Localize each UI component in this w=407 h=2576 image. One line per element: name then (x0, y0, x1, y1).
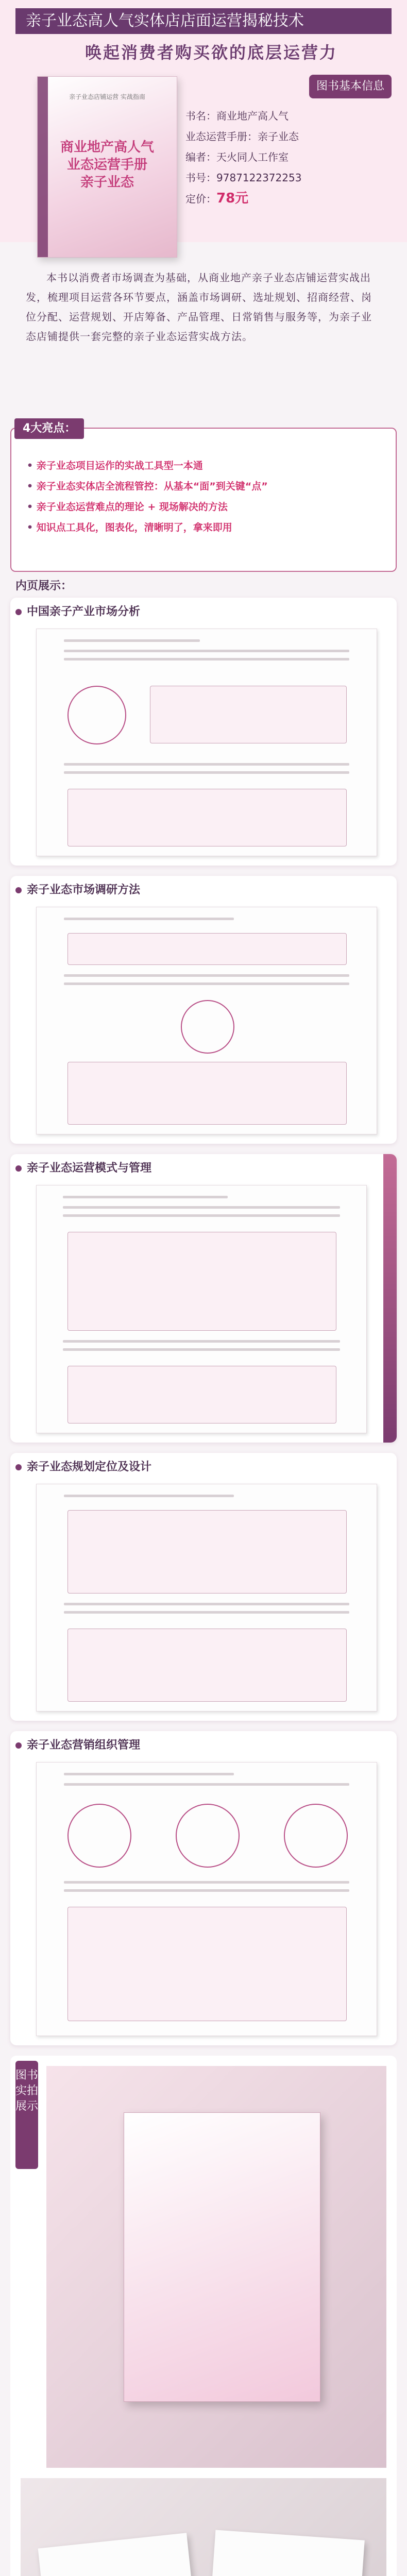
text-line (63, 1348, 340, 1351)
book-info-badge: 图书基本信息 (309, 75, 392, 98)
text-line (64, 1495, 234, 1497)
diagram-box (67, 1062, 347, 1125)
section-market-analysis (10, 598, 397, 866)
cover-spine (38, 77, 48, 257)
section-heading (15, 880, 140, 901)
section-heading (15, 602, 140, 622)
book-cover-image (37, 76, 177, 258)
info-price-label: 定价： (185, 193, 216, 205)
info-price-row (185, 188, 397, 209)
diagram-table (67, 1907, 347, 2021)
bullet-icon (15, 1165, 22, 1172)
sample-page (36, 629, 377, 856)
text-line (64, 982, 349, 985)
diagram-box (150, 686, 347, 743)
diagram-circle (181, 1000, 234, 1054)
cover-subtitle: 亲子业态店铺运营 实战指南 (69, 93, 145, 100)
diagram-table (67, 1629, 347, 1702)
header-slogan: 唤起消费者购买欲的底层运营力 (84, 43, 337, 62)
header-tagline: 亲子业态高人气实体店店面运营揭秘技术 (15, 8, 392, 34)
text-line (64, 1603, 349, 1605)
diagram-circle (284, 1804, 348, 1868)
section-planning-design (10, 1453, 397, 1721)
section-title: 亲子业态市场调研方法 (27, 884, 141, 896)
section-operation-model (10, 1154, 397, 1443)
info-author: 编者：天火同人工作室 (185, 151, 289, 163)
diagram-circle (176, 1804, 240, 1868)
text-line (63, 1196, 228, 1198)
diagram-box (67, 1366, 336, 1423)
section-title: 亲子业态营销组织管理 (27, 1739, 141, 1752)
text-line (64, 1881, 349, 1884)
sample-page (36, 1762, 377, 2036)
diagram-box (67, 933, 347, 965)
info-isbn: 书号：9787122372253 (185, 172, 302, 184)
text-line (64, 1889, 349, 1892)
diagram-table (67, 1510, 347, 1594)
bullet-icon (15, 609, 22, 615)
cover-title: 商业地产高人气业态运营手册 亲子业态 (60, 140, 154, 190)
info-title: 书名：商业地产高人气 (185, 110, 289, 122)
photo-section-tag: 图书实拍展示 (15, 2061, 38, 2169)
diagram-circle (67, 1804, 131, 1868)
text-line (64, 918, 234, 920)
text-line (64, 658, 349, 660)
text-line (64, 1783, 349, 1786)
text-line (64, 763, 349, 766)
diagram-table (67, 1232, 336, 1331)
highlights-title: 4大亮点： (14, 418, 84, 439)
highlight-item: • 亲子业态项目运作的实战工具型一本通 (27, 455, 380, 476)
book-photos (10, 2056, 397, 2576)
text-line (63, 1340, 340, 1343)
text-line (64, 974, 349, 977)
photo-inner-pages (21, 2478, 386, 2576)
sample-page (36, 907, 377, 1134)
text-line (64, 639, 200, 642)
text-line (63, 1206, 340, 1209)
open-page-left (38, 2533, 215, 2576)
section-marketing-management (10, 1731, 397, 2045)
diagram-circle (67, 686, 126, 744)
highlights-box (10, 428, 397, 572)
sample-page (36, 1185, 367, 1433)
text-line (63, 1214, 340, 1217)
book-info (185, 106, 397, 260)
highlight-item: • 亲子业态运营难点的理论 + 现场解决的方法 (27, 497, 380, 517)
section-heading (15, 1457, 151, 1478)
info-title-2: 业态运营手册：亲子业态 (185, 130, 299, 143)
decorative-bar (383, 1154, 397, 1443)
book-intro: 本书以消费者市场调查为基础，从商业地产亲子业态店铺运营实战出发，梳理项目运营各环节要点，涵盖市场调研、选址规划、招商经营、岗位分配、运营规划、开店筹备、产品管理、日常销售与服务等，为亲子业态店铺提供一套完整的亲子业态运营实战方法。 (26, 272, 372, 343)
bullet-icon (15, 1464, 22, 1470)
open-page-right (197, 2530, 365, 2576)
photo-cover (46, 2066, 386, 2468)
highlight-item: • 亲子业态实体店全流程管控：从基本“面”到关键“点” (27, 476, 380, 497)
bullet-icon (15, 887, 22, 893)
highlight-item: • 知识点工具化，图表化，清晰明了，拿来即用 (27, 517, 380, 538)
section-title: 中国亲子产业市场分析 (27, 605, 141, 618)
text-line (64, 771, 349, 774)
content-label: 内页展示： (15, 580, 73, 592)
sample-page (36, 1484, 377, 1711)
text-line (64, 1611, 349, 1614)
section-title: 亲子业态规划定位及设计 (27, 1461, 152, 1473)
book-cover-image (124, 2112, 320, 2402)
text-line (64, 650, 349, 652)
section-title: 亲子业态运营模式与管理 (27, 1162, 152, 1175)
section-heading (15, 1735, 140, 1756)
info-price: 78元 (216, 191, 249, 206)
section-research-methods (10, 876, 397, 1144)
text-line (64, 1773, 234, 1775)
section-heading (15, 1158, 151, 1179)
diagram-box (67, 789, 347, 846)
bullet-icon (15, 1742, 22, 1749)
